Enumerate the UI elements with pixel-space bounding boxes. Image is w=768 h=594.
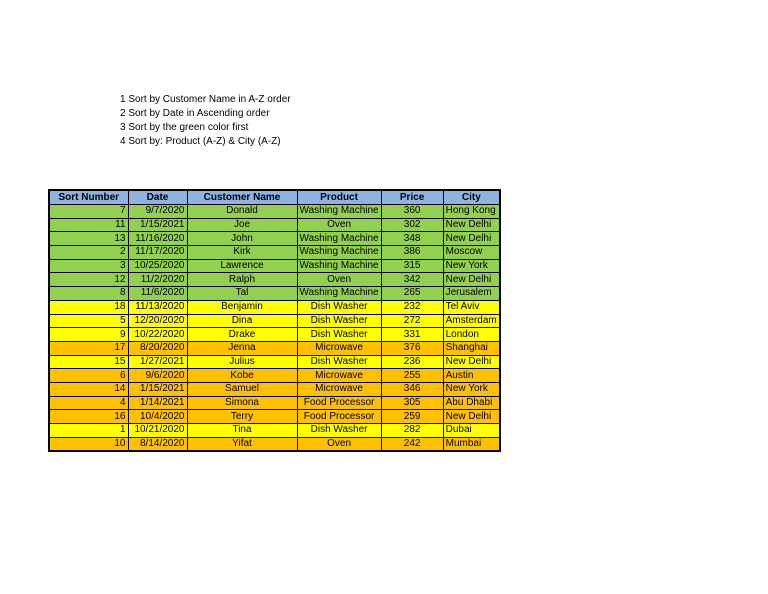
table-row [49, 410, 500, 424]
cell-sort-number[interactable]: 16 [49, 410, 128, 424]
cell-city[interactable]: New Delhi [443, 232, 500, 246]
cell-sort-number[interactable]: 7 [49, 205, 128, 219]
cell-price[interactable]: 315 [381, 259, 443, 273]
cell-price[interactable]: 376 [381, 341, 443, 355]
table-row [49, 424, 500, 438]
cell-product[interactable]: Washing Machine [297, 246, 381, 260]
cell-product[interactable]: Oven [297, 437, 381, 451]
cell-price[interactable]: 236 [381, 355, 443, 369]
header-product[interactable]: Product [297, 190, 381, 205]
cell-customer-name[interactable]: Dina [187, 314, 297, 328]
cell-city[interactable]: Austin [443, 369, 500, 383]
cell-city[interactable]: Abu Dhabi [443, 396, 500, 410]
cell-sort-number[interactable]: 10 [49, 437, 128, 451]
cell-date[interactable]: 9/6/2020 [128, 369, 187, 383]
cell-customer-name[interactable]: John [187, 232, 297, 246]
cell-customer-name[interactable]: Yifat [187, 437, 297, 451]
cell-product[interactable]: Washing Machine [297, 259, 381, 273]
cell-sort-number[interactable]: 8 [49, 287, 128, 301]
cell-city[interactable]: London [443, 328, 500, 342]
cell-date[interactable]: 11/16/2020 [128, 232, 187, 246]
table-row [49, 369, 500, 383]
cell-sort-number[interactable]: 12 [49, 273, 128, 287]
table-body [49, 205, 500, 452]
cell-customer-name[interactable]: Donald [187, 205, 297, 219]
cell-city[interactable]: Mumbai [443, 437, 500, 451]
cell-customer-name[interactable]: Samuel [187, 382, 297, 396]
cell-customer-name[interactable]: Ralph [187, 273, 297, 287]
cell-price[interactable]: 305 [381, 396, 443, 410]
table-row [49, 300, 500, 314]
cell-date[interactable]: 1/27/2021 [128, 355, 187, 369]
cell-date[interactable]: 10/4/2020 [128, 410, 187, 424]
cell-product[interactable]: Food Processor [297, 396, 381, 410]
instruction-3[interactable]: 3 Sort by the green color first [120, 122, 249, 133]
cell-city[interactable]: Hong Kong [443, 205, 500, 219]
cell-city[interactable]: Amsterdam [443, 314, 500, 328]
cell-sort-number[interactable]: 3 [49, 259, 128, 273]
cell-product[interactable]: Washing Machine [297, 287, 381, 301]
cell-price[interactable]: 331 [381, 328, 443, 342]
cell-sort-number[interactable]: 13 [49, 232, 128, 246]
cell-customer-name[interactable]: Kirk [187, 246, 297, 260]
cell-date[interactable]: 1/15/2021 [128, 382, 187, 396]
cell-date[interactable]: 10/22/2020 [128, 328, 187, 342]
table-row [49, 259, 500, 273]
instruction-1[interactable]: 1 Sort by Customer Name in A-Z order [120, 94, 291, 105]
cell-product[interactable]: Oven [297, 218, 381, 232]
instruction-2[interactable]: 2 Sort by Date in Ascending order [120, 108, 270, 119]
cell-sort-number[interactable]: 15 [49, 355, 128, 369]
table-row [49, 246, 500, 260]
cell-date[interactable]: 1/15/2021 [128, 218, 187, 232]
cell-price[interactable]: 386 [381, 246, 443, 260]
cell-price[interactable]: 342 [381, 273, 443, 287]
header-sort-number[interactable]: Sort Number [49, 190, 128, 205]
table-row [49, 328, 500, 342]
cell-price[interactable]: 265 [381, 287, 443, 301]
cell-price[interactable]: 302 [381, 218, 443, 232]
cell-city[interactable]: Moscow [443, 246, 500, 260]
cell-sort-number[interactable]: 11 [49, 218, 128, 232]
cell-customer-name[interactable]: Benjamin [187, 300, 297, 314]
cell-sort-number[interactable]: 4 [49, 396, 128, 410]
cell-city[interactable]: Jerusalem [443, 287, 500, 301]
table-row [49, 287, 500, 301]
cell-product[interactable]: Dish Washer [297, 328, 381, 342]
cell-city[interactable]: New York [443, 382, 500, 396]
header-row [49, 190, 500, 205]
cell-city[interactable]: New Delhi [443, 273, 500, 287]
instruction-4[interactable]: 4 Sort by: Product (A-Z) & City (A-Z) [120, 136, 281, 147]
table-row [49, 205, 500, 219]
table-row [49, 437, 500, 451]
cell-city[interactable]: New Delhi [443, 355, 500, 369]
cell-product[interactable]: Microwave [297, 369, 381, 383]
table-row [49, 314, 500, 328]
cell-city[interactable]: New York [443, 259, 500, 273]
table-row [49, 232, 500, 246]
cell-sort-number[interactable]: 5 [49, 314, 128, 328]
cell-price[interactable]: 346 [381, 382, 443, 396]
cell-date[interactable]: 11/6/2020 [128, 287, 187, 301]
cell-customer-name[interactable]: Drake [187, 328, 297, 342]
cell-sort-number[interactable]: 17 [49, 341, 128, 355]
cell-product[interactable]: Washing Machine [297, 205, 381, 219]
cell-sort-number[interactable]: 6 [49, 369, 128, 383]
cell-product[interactable]: Washing Machine [297, 232, 381, 246]
cell-customer-name[interactable]: Tal [187, 287, 297, 301]
cell-product[interactable]: Food Processor [297, 410, 381, 424]
instructions-list [120, 93, 291, 149]
cell-city[interactable]: Shanghai [443, 341, 500, 355]
table-row [49, 382, 500, 396]
cell-date[interactable]: 12/20/2020 [128, 314, 187, 328]
cell-date[interactable]: 8/14/2020 [128, 437, 187, 451]
cell-date[interactable]: 10/25/2020 [128, 259, 187, 273]
data-table [48, 189, 501, 452]
cell-city[interactable]: New Delhi [443, 410, 500, 424]
cell-customer-name[interactable]: Lawrence [187, 259, 297, 273]
cell-city[interactable]: Dubai [443, 424, 500, 438]
cell-customer-name[interactable]: Kobe [187, 369, 297, 383]
table-row [49, 396, 500, 410]
cell-sort-number[interactable]: 2 [49, 246, 128, 260]
cell-price[interactable]: 282 [381, 424, 443, 438]
cell-product[interactable]: Microwave [297, 382, 381, 396]
cell-customer-name[interactable]: Terry [187, 410, 297, 424]
cell-date[interactable]: 11/17/2020 [128, 246, 187, 260]
cell-city[interactable]: Tel Aviv [443, 300, 500, 314]
cell-sort-number[interactable]: 1 [49, 424, 128, 438]
cell-city[interactable]: New Delhi [443, 218, 500, 232]
cell-product[interactable]: Microwave [297, 341, 381, 355]
cell-date[interactable]: 1/14/2021 [128, 396, 187, 410]
cell-price[interactable]: 360 [381, 205, 443, 219]
cell-date[interactable]: 11/13/2020 [128, 300, 187, 314]
header-price[interactable]: Price [381, 190, 443, 205]
cell-product[interactable]: Oven [297, 273, 381, 287]
cell-product[interactable]: Dish Washer [297, 300, 381, 314]
cell-price[interactable]: 259 [381, 410, 443, 424]
header-date[interactable]: Date [128, 190, 187, 205]
cell-customer-name[interactable]: Jenna [187, 341, 297, 355]
table-row [49, 341, 500, 355]
cell-customer-name[interactable]: Simona [187, 396, 297, 410]
cell-date[interactable]: 8/20/2020 [128, 341, 187, 355]
cell-product[interactable]: Dish Washer [297, 314, 381, 328]
cell-price[interactable]: 242 [381, 437, 443, 451]
cell-customer-name[interactable]: Tina [187, 424, 297, 438]
cell-price[interactable]: 348 [381, 232, 443, 246]
table-row [49, 273, 500, 287]
cell-customer-name[interactable]: Joe [187, 218, 297, 232]
table-row [49, 355, 500, 369]
header-customer-name[interactable]: Customer Name [187, 190, 297, 205]
cell-sort-number[interactable]: 18 [49, 300, 128, 314]
cell-date[interactable]: 11/2/2020 [128, 273, 187, 287]
cell-price[interactable]: 255 [381, 369, 443, 383]
cell-price[interactable]: 232 [381, 300, 443, 314]
header-city[interactable]: City [443, 190, 500, 205]
cell-product[interactable]: Dish Washer [297, 355, 381, 369]
cell-sort-number[interactable]: 14 [49, 382, 128, 396]
table-row [49, 218, 500, 232]
cell-sort-number[interactable]: 9 [49, 328, 128, 342]
cell-date[interactable]: 10/21/2020 [128, 424, 187, 438]
cell-date[interactable]: 9/7/2020 [128, 205, 187, 219]
cell-product[interactable]: Dish Washer [297, 424, 381, 438]
cell-price[interactable]: 272 [381, 314, 443, 328]
cell-customer-name[interactable]: Julius [187, 355, 297, 369]
